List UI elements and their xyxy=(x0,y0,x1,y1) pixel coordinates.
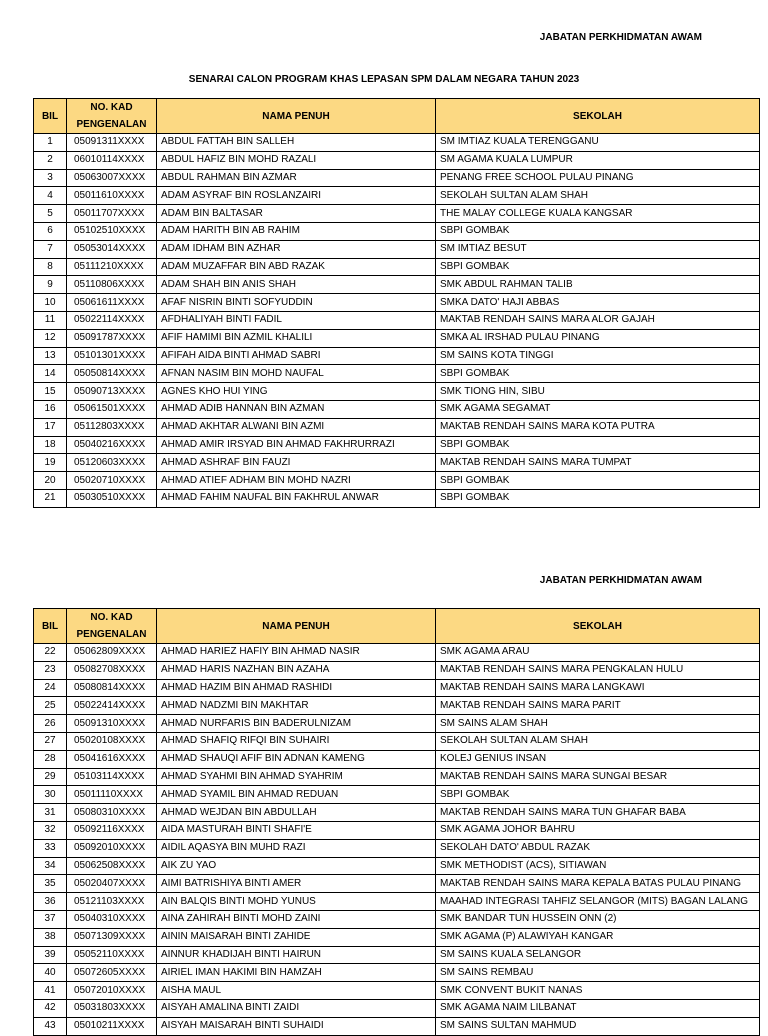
cell-ic: 05090713XXXX xyxy=(67,383,157,401)
cell-ic: 05041616XXXX xyxy=(67,750,157,768)
table-row xyxy=(34,347,760,365)
table-row xyxy=(34,893,760,911)
cell-bil: 42 xyxy=(34,999,67,1017)
cell-ic: 05011707XXXX xyxy=(67,205,157,223)
cell-school: SM SAINS ALAM SHAH xyxy=(436,715,760,733)
cell-bil: 18 xyxy=(34,436,67,454)
cell-school: SEKOLAH DATO' ABDUL RAZAK xyxy=(436,839,760,857)
cell-ic: 05121103XXXX xyxy=(67,893,157,911)
cell-ic: 05112803XXXX xyxy=(67,418,157,436)
cell-school: SMK AGAMA (P) ALAWIYAH KANGAR xyxy=(436,928,760,946)
cell-school: SMKA AL IRSHAD PULAU PINANG xyxy=(436,329,760,347)
cell-bil: 3 xyxy=(34,169,67,187)
cell-name: ADAM BIN BALTASAR xyxy=(157,205,436,223)
cell-name: AHMAD AMIR IRSYAD BIN AHMAD FAKHRURRAZI xyxy=(157,436,436,454)
cell-bil: 22 xyxy=(34,644,67,662)
cell-bil: 11 xyxy=(34,311,67,329)
cell-bil: 32 xyxy=(34,821,67,839)
header-bil: BIL xyxy=(34,99,67,134)
table-row xyxy=(34,365,760,383)
table-row xyxy=(34,750,760,768)
agency-name-page-2: JABATAN PERKHIDMATAN AWAM xyxy=(539,575,702,586)
cell-bil: 29 xyxy=(34,768,67,786)
cell-ic: 05101301XXXX xyxy=(67,347,157,365)
cell-name: AFNAN NASIM BIN MOHD NAUFAL xyxy=(157,365,436,383)
cell-bil: 8 xyxy=(34,258,67,276)
cell-school: PENANG FREE SCHOOL PULAU PINANG xyxy=(436,169,760,187)
cell-bil: 19 xyxy=(34,454,67,472)
cell-name: AISYAH MAISARAH BINTI SUHAIDI xyxy=(157,1017,436,1035)
cell-school: SM AGAMA KUALA LUMPUR xyxy=(436,151,760,169)
cell-name: AHMAD NADZMI BIN MAKHTAR xyxy=(157,697,436,715)
cell-school: MAKTAB RENDAH SAINS MARA LANGKAWI xyxy=(436,679,760,697)
table-row xyxy=(34,205,760,223)
cell-name: AHMAD ASHRAF BIN FAUZI xyxy=(157,454,436,472)
cell-bil: 13 xyxy=(34,347,67,365)
cell-school: MAKTAB RENDAH SAINS MARA PENGKALAN HULU xyxy=(436,661,760,679)
cell-school: SMK METHODIST (ACS), SITIAWAN xyxy=(436,857,760,875)
table-row xyxy=(34,294,760,312)
cell-ic: 05020108XXXX xyxy=(67,732,157,750)
cell-name: AHMAD SYAMIL BIN AHMAD REDUAN xyxy=(157,786,436,804)
cell-name: AISYAH AMALINA BINTI ZAIDI xyxy=(157,999,436,1017)
cell-school: SM SAINS KUALA SELANGOR xyxy=(436,946,760,964)
cell-school: SM SAINS SULTAN MAHMUD xyxy=(436,1017,760,1035)
cell-name: AHMAD ADIB HANNAN BIN AZMAN xyxy=(157,400,436,418)
table-row xyxy=(34,715,760,733)
cell-school: MAKTAB RENDAH SAINS MARA KOTA PUTRA xyxy=(436,418,760,436)
table-row xyxy=(34,151,760,169)
cell-ic: 05102510XXXX xyxy=(67,222,157,240)
cell-name: ADAM IDHAM BIN AZHAR xyxy=(157,240,436,258)
table-row xyxy=(34,258,760,276)
header-name: NAMA PENUH xyxy=(157,99,436,134)
cell-bil: 40 xyxy=(34,964,67,982)
table-row xyxy=(34,276,760,294)
cell-ic: 05020407XXXX xyxy=(67,875,157,893)
cell-ic: 05011110XXXX xyxy=(67,786,157,804)
cell-ic: 05050814XXXX xyxy=(67,365,157,383)
cell-ic: 05091787XXXX xyxy=(67,329,157,347)
cell-name: AININ MAISARAH BINTI ZAHIDE xyxy=(157,928,436,946)
header-ic-line1: NO. KAD xyxy=(90,612,133,623)
cell-bil: 31 xyxy=(34,804,67,822)
cell-ic: 05103114XXXX xyxy=(67,768,157,786)
cell-ic: 05020710XXXX xyxy=(67,472,157,490)
cell-name: AFDHALIYAH BINTI FADIL xyxy=(157,311,436,329)
cell-bil: 27 xyxy=(34,732,67,750)
candidate-table-page-2 xyxy=(33,608,760,1036)
cell-ic: 05111210XXXX xyxy=(67,258,157,276)
header-name: NAMA PENUH xyxy=(157,609,436,644)
cell-name: ADAM HARITH BIN AB RAHIM xyxy=(157,222,436,240)
cell-ic: 05061611XXXX xyxy=(67,294,157,312)
cell-name: ADAM SHAH BIN ANIS SHAH xyxy=(157,276,436,294)
table-body-2 xyxy=(34,644,760,1036)
cell-school: MAKTAB RENDAH SAINS MARA SUNGAI BESAR xyxy=(436,768,760,786)
cell-name: AHMAD FAHIM NAUFAL BIN FAKHRUL ANWAR xyxy=(157,489,436,507)
cell-school: SBPI GOMBAK xyxy=(436,365,760,383)
cell-ic: 05092116XXXX xyxy=(67,821,157,839)
cell-bil: 16 xyxy=(34,400,67,418)
header-ic-line1: NO. KAD xyxy=(90,102,133,113)
cell-ic: 05110806XXXX xyxy=(67,276,157,294)
cell-school: SEKOLAH SULTAN ALAM SHAH xyxy=(436,187,760,205)
table-row xyxy=(34,400,760,418)
cell-name: AIMI BATRISHIYA BINTI AMER xyxy=(157,875,436,893)
cell-bil: 25 xyxy=(34,697,67,715)
cell-school: SM IMTIAZ KUALA TERENGGANU xyxy=(436,134,760,152)
cell-bil: 34 xyxy=(34,857,67,875)
cell-name: AIDA MASTURAH BINTI SHAFI'E xyxy=(157,821,436,839)
cell-name: AHMAD WEJDAN BIN ABDULLAH xyxy=(157,804,436,822)
cell-school: SBPI GOMBAK xyxy=(436,472,760,490)
header-ic xyxy=(67,609,157,644)
table-header-row xyxy=(34,99,760,134)
cell-school: SBPI GOMBAK xyxy=(436,222,760,240)
table-row xyxy=(34,240,760,258)
cell-school: SM SAINS KOTA TINGGI xyxy=(436,347,760,365)
cell-name: AHMAD ATIEF ADHAM BIN MOHD NAZRI xyxy=(157,472,436,490)
cell-name: AHMAD NURFARIS BIN BADERULNIZAM xyxy=(157,715,436,733)
cell-bil: 23 xyxy=(34,661,67,679)
cell-school: SM SAINS REMBAU xyxy=(436,964,760,982)
header-school: SEKOLAH xyxy=(436,609,760,644)
cell-bil: 36 xyxy=(34,893,67,911)
header-ic-line2: PENGENALAN xyxy=(76,629,147,640)
cell-ic: 05080814XXXX xyxy=(67,679,157,697)
table-row xyxy=(34,839,760,857)
cell-school: MAKTAB RENDAH SAINS MARA TUN GHAFAR BABA xyxy=(436,804,760,822)
table-row xyxy=(34,804,760,822)
cell-name: AHMAD SHAFIQ RIFQI BIN SUHAIRI xyxy=(157,732,436,750)
table-row xyxy=(34,222,760,240)
table-row xyxy=(34,454,760,472)
cell-school: SMK CONVENT BUKIT NANAS xyxy=(436,982,760,1000)
cell-bil: 15 xyxy=(34,383,67,401)
cell-bil: 37 xyxy=(34,910,67,928)
cell-ic: 05082708XXXX xyxy=(67,661,157,679)
cell-bil: 4 xyxy=(34,187,67,205)
cell-name: AFIFAH AIDA BINTI AHMAD SABRI xyxy=(157,347,436,365)
cell-ic: 05030510XXXX xyxy=(67,489,157,507)
cell-school: SMK ABDUL RAHMAN TALIB xyxy=(436,276,760,294)
cell-name: AIRIEL IMAN HAKIMI BIN HAMZAH xyxy=(157,964,436,982)
cell-school: SMK AGAMA ARAU xyxy=(436,644,760,662)
cell-bil: 38 xyxy=(34,928,67,946)
cell-name: AIN BALQIS BINTI MOHD YUNUS xyxy=(157,893,436,911)
cell-ic: 05072605XXXX xyxy=(67,964,157,982)
cell-name: AFAF NISRIN BINTI SOFYUDDIN xyxy=(157,294,436,312)
cell-ic: 05040310XXXX xyxy=(67,910,157,928)
cell-ic: 05053014XXXX xyxy=(67,240,157,258)
cell-ic: 05063007XXXX xyxy=(67,169,157,187)
cell-school: THE MALAY COLLEGE KUALA KANGSAR xyxy=(436,205,760,223)
cell-school: SBPI GOMBAK xyxy=(436,436,760,454)
table-row xyxy=(34,661,760,679)
table-row xyxy=(34,489,760,507)
cell-ic: 06010114XXXX xyxy=(67,151,157,169)
cell-ic: 05031803XXXX xyxy=(67,999,157,1017)
cell-name: AHMAD AKHTAR ALWANI BIN AZMI xyxy=(157,418,436,436)
cell-bil: 17 xyxy=(34,418,67,436)
header-bil: BIL xyxy=(34,609,67,644)
cell-bil: 30 xyxy=(34,786,67,804)
cell-bil: 26 xyxy=(34,715,67,733)
cell-school: KOLEJ GENIUS INSAN xyxy=(436,750,760,768)
cell-school: SBPI GOMBAK xyxy=(436,258,760,276)
cell-school: SMK AGAMA JOHOR BAHRU xyxy=(436,821,760,839)
cell-name: AHMAD SHAUQI AFIF BIN ADNAN KAMENG xyxy=(157,750,436,768)
table-row xyxy=(34,311,760,329)
cell-name: AIDIL AQASYA BIN MUHD RAZI xyxy=(157,839,436,857)
table-row xyxy=(34,786,760,804)
cell-bil: 1 xyxy=(34,134,67,152)
table-row xyxy=(34,134,760,152)
table-row xyxy=(34,679,760,697)
table-row xyxy=(34,768,760,786)
cell-ic: 05011610XXXX xyxy=(67,187,157,205)
cell-name: AFIF HAMIMI BIN AZMIL KHALILI xyxy=(157,329,436,347)
cell-school: SMK BANDAR TUN HUSSEIN ONN (2) xyxy=(436,910,760,928)
cell-ic: 05010211XXXX xyxy=(67,1017,157,1035)
table-row xyxy=(34,821,760,839)
cell-bil: 28 xyxy=(34,750,67,768)
cell-bil: 33 xyxy=(34,839,67,857)
cell-ic: 05062809XXXX xyxy=(67,644,157,662)
cell-name: AHMAD HAZIM BIN AHMAD RASHIDI xyxy=(157,679,436,697)
header-ic xyxy=(67,99,157,134)
table-row xyxy=(34,982,760,1000)
header-ic-line2: PENGENALAN xyxy=(76,119,147,130)
cell-name: AISHA MAUL xyxy=(157,982,436,1000)
cell-name: ABDUL FATTAH BIN SALLEH xyxy=(157,134,436,152)
table-row xyxy=(34,644,760,662)
cell-bil: 39 xyxy=(34,946,67,964)
cell-bil: 20 xyxy=(34,472,67,490)
cell-school: MAAHAD INTEGRASI TAHFIZ SELANGOR (MITS) BAGAN LALANG xyxy=(436,893,760,911)
cell-ic: 05040216XXXX xyxy=(67,436,157,454)
cell-school: MAKTAB RENDAH SAINS MARA ALOR GAJAH xyxy=(436,311,760,329)
cell-ic: 05072010XXXX xyxy=(67,982,157,1000)
table-row xyxy=(34,857,760,875)
cell-ic: 05071309XXXX xyxy=(67,928,157,946)
cell-school: SEKOLAH SULTAN ALAM SHAH xyxy=(436,732,760,750)
document-title: SENARAI CALON PROGRAM KHAS LEPASAN SPM DALAM NEGARA TAHUN 2023 xyxy=(188,74,580,85)
cell-school: SMK AGAMA NAIM LILBANAT xyxy=(436,999,760,1017)
cell-name: AHMAD SYAHMI BIN AHMAD SYAHRIM xyxy=(157,768,436,786)
table-body-1 xyxy=(34,134,760,508)
table-row xyxy=(34,999,760,1017)
cell-school: SMK TIONG HIN, SIBU xyxy=(436,383,760,401)
cell-ic: 05052110XXXX xyxy=(67,946,157,964)
cell-school: SBPI GOMBAK xyxy=(436,786,760,804)
table-header-row xyxy=(34,609,760,644)
cell-name: AINA ZAHIRAH BINTI MOHD ZAINI xyxy=(157,910,436,928)
table-row xyxy=(34,928,760,946)
table-row xyxy=(34,732,760,750)
cell-bil: 24 xyxy=(34,679,67,697)
cell-ic: 05062508XXXX xyxy=(67,857,157,875)
table-row xyxy=(34,946,760,964)
agency-name: JABATAN PERKHIDMATAN AWAM xyxy=(539,32,702,43)
cell-school: SM IMTIAZ BESUT xyxy=(436,240,760,258)
cell-ic: 05120603XXXX xyxy=(67,454,157,472)
table-row xyxy=(34,169,760,187)
cell-name: ABDUL HAFIZ BIN MOHD RAZALI xyxy=(157,151,436,169)
table-row xyxy=(34,329,760,347)
table-row xyxy=(34,875,760,893)
cell-school: SBPI GOMBAK xyxy=(436,489,760,507)
table-row xyxy=(34,964,760,982)
header-school: SEKOLAH xyxy=(436,99,760,134)
cell-school: MAKTAB RENDAH SAINS MARA TUMPAT xyxy=(436,454,760,472)
table-row xyxy=(34,472,760,490)
cell-bil: 21 xyxy=(34,489,67,507)
cell-school: SMKA DATO' HAJI ABBAS xyxy=(436,294,760,312)
cell-ic: 05091311XXXX xyxy=(67,134,157,152)
cell-bil: 6 xyxy=(34,222,67,240)
cell-name: AGNES KHO HUI YING xyxy=(157,383,436,401)
cell-name: AIK ZU YAO xyxy=(157,857,436,875)
candidate-table-page-1 xyxy=(33,98,760,508)
cell-name: AHMAD HARIEZ HAFIY BIN AHMAD NASIR xyxy=(157,644,436,662)
table-row xyxy=(34,910,760,928)
table-row xyxy=(34,383,760,401)
table-row xyxy=(34,697,760,715)
table-row xyxy=(34,418,760,436)
cell-name: ABDUL RAHMAN BIN AZMAR xyxy=(157,169,436,187)
table-row xyxy=(34,436,760,454)
cell-bil: 41 xyxy=(34,982,67,1000)
cell-ic: 05061501XXXX xyxy=(67,400,157,418)
cell-bil: 7 xyxy=(34,240,67,258)
cell-school: SMK AGAMA SEGAMAT xyxy=(436,400,760,418)
cell-name: AHMAD HARIS NAZHAN BIN AZAHA xyxy=(157,661,436,679)
cell-bil: 2 xyxy=(34,151,67,169)
cell-ic: 05022114XXXX xyxy=(67,311,157,329)
cell-bil: 43 xyxy=(34,1017,67,1035)
cell-bil: 9 xyxy=(34,276,67,294)
cell-ic: 05091310XXXX xyxy=(67,715,157,733)
table-row xyxy=(34,1017,760,1035)
cell-bil: 14 xyxy=(34,365,67,383)
cell-ic: 05080310XXXX xyxy=(67,804,157,822)
cell-ic: 05092010XXXX xyxy=(67,839,157,857)
cell-name: AINNUR KHADIJAH BINTI HAIRUN xyxy=(157,946,436,964)
cell-bil: 5 xyxy=(34,205,67,223)
cell-name: ADAM MUZAFFAR BIN ABD RAZAK xyxy=(157,258,436,276)
table-row xyxy=(34,187,760,205)
cell-school: MAKTAB RENDAH SAINS MARA KEPALA BATAS PULAU PINANG xyxy=(436,875,760,893)
cell-bil: 35 xyxy=(34,875,67,893)
cell-name: ADAM ASYRAF BIN ROSLANZAIRI xyxy=(157,187,436,205)
cell-ic: 05022414XXXX xyxy=(67,697,157,715)
cell-school: MAKTAB RENDAH SAINS MARA PARIT xyxy=(436,697,760,715)
cell-bil: 10 xyxy=(34,294,67,312)
cell-bil: 12 xyxy=(34,329,67,347)
